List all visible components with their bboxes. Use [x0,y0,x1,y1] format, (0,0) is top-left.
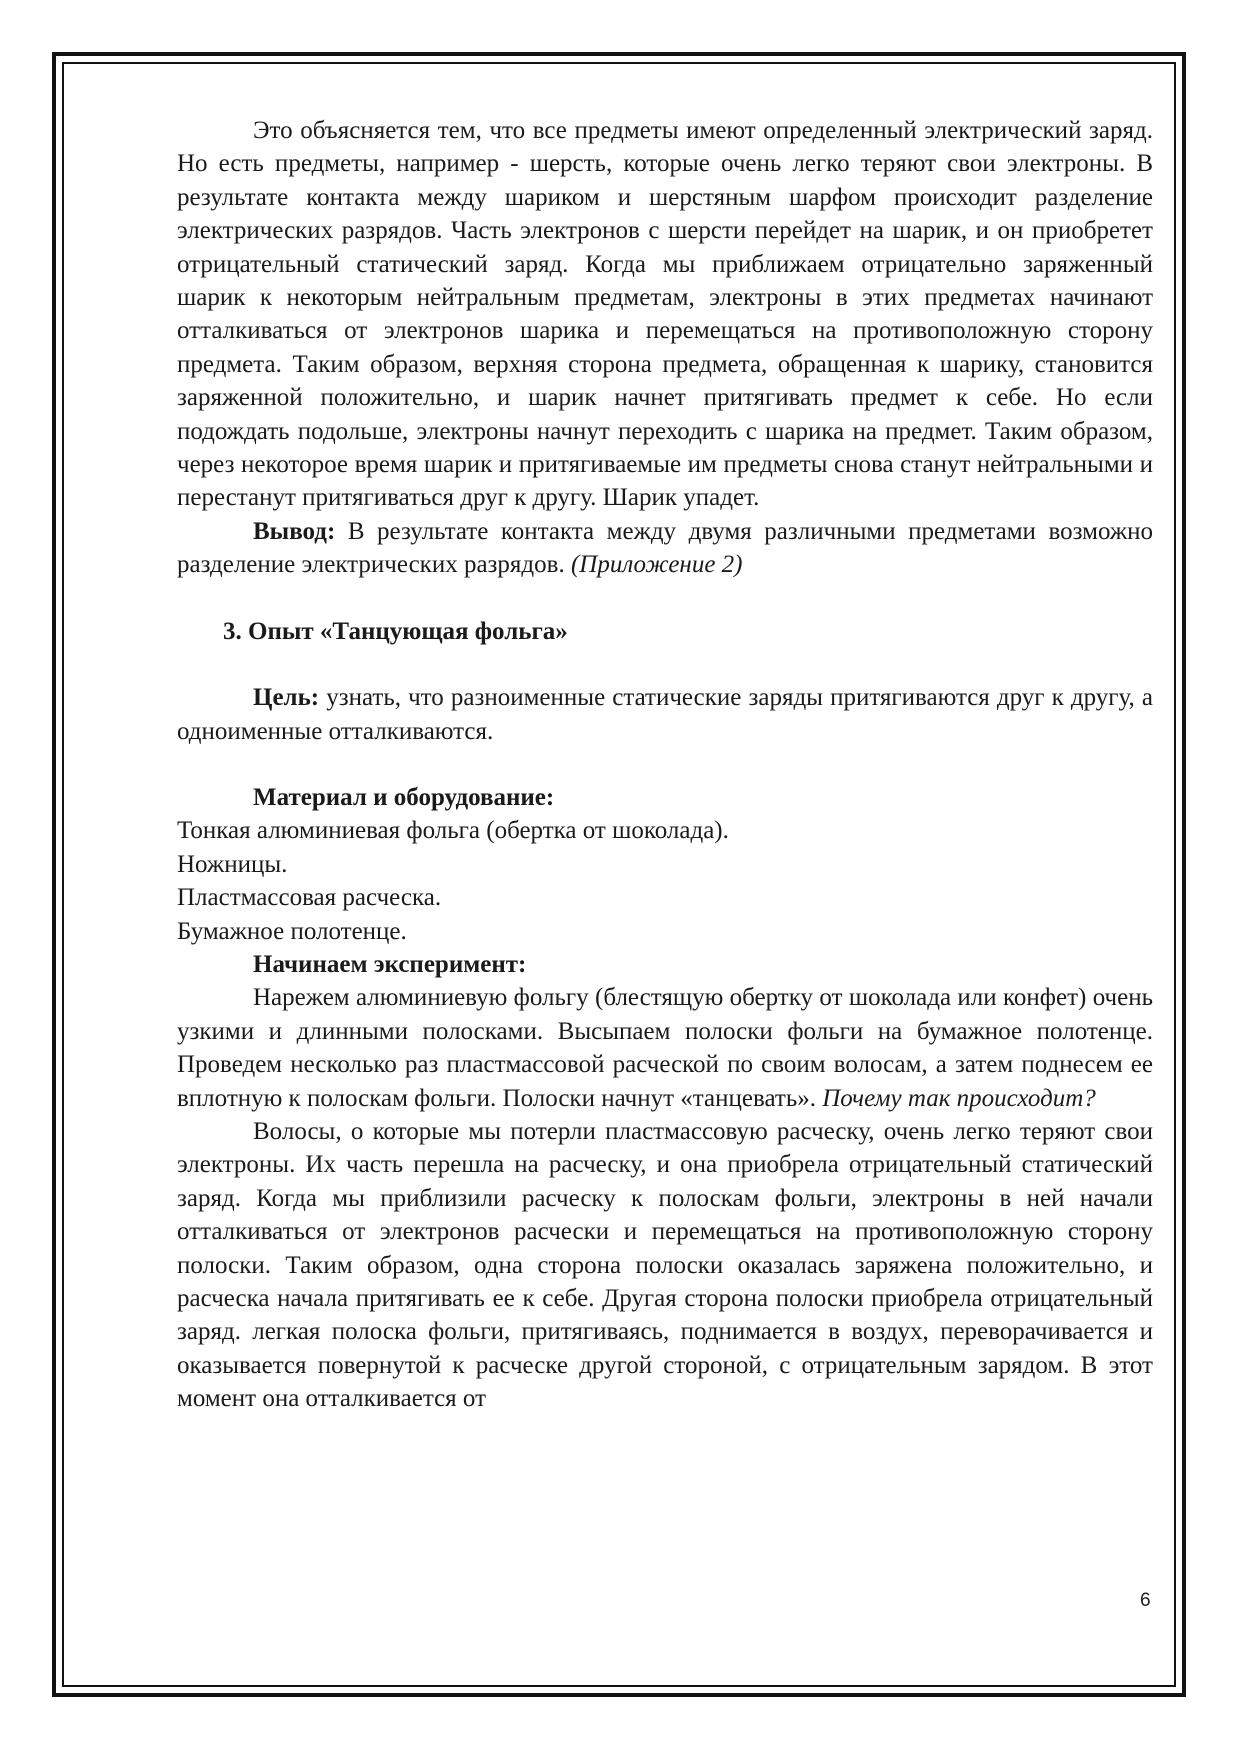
experiment-text: Нарежем алюминиевую фольгу (блестящую обертку от шоколада или конфет) очень узкими и длинными полосками. Высыпаем полоски фольги на бумажное полотенце. Проведем несколько раз пластмассовой расческой по своим волосам, а затем поднесем ее вплотную к полоскам фольги. Полоски начнут «танцевать». [177,984,1153,1112]
appendix-reference: (Приложение 2) [570,551,743,579]
goal-paragraph [177,681,1153,748]
spacer [177,648,1153,681]
experiment-title: Начинаем эксперимент: [253,950,527,978]
section-heading: 3. Опыт «Танцующая фольга» [223,617,568,645]
experiment-paragraph [177,981,1153,1115]
conclusion-text: В результате контакта между двумя различными предметами возможно разделение электрических разрядов. [177,517,1153,579]
spacer [177,748,1153,781]
goal-label: Цель: [253,684,320,712]
document-body [177,114,1153,1416]
materials-title: Материал и оборудование: [253,783,555,811]
spacer [177,582,1153,615]
materials-item: Пластмассовая расческа. [177,884,442,912]
page-number: 6 [1140,1590,1151,1611]
experiment-question: Почему так происходит? [822,1084,1096,1112]
conclusion-label: Вывод: [253,517,336,545]
explanation-paragraph: Волосы, о которые мы потерли пластмассовую расческу, очень легко теряют свои электроны. Их часть перешла на расческу, и она приобрела отрицательный статический заряд. Когда мы приблизили расческу к полоскам фольги, электроны в ней начали отталкиваться от электронов расчески и перемещаться на противоположную сторону полоски. Таким образом, одна сторона полоски оказалась заряжена положительно, и расческа начала притягивать ее к себе. Другая сторона полоски приобрела отрицательный заряд. легкая полоска фольги, притягиваясь, поднимается в воздух, переворачивается и оказывается повернутой к расческе другой стороной, с отрицательным зарядом. В этот момент она отталкивается от [177,1117,1153,1413]
materials-item: Бумажное полотенце. [177,917,407,945]
conclusion-paragraph [177,515,1153,582]
materials-item: Ножницы. [177,850,288,878]
paragraph-explanation-balloon: Это объясняется тем, что все предметы имеют определенный электрический заряд. Но есть предметы, например - шерсть, которые очень легко теряют свои электроны. В результате контакта между шариком и шерстяным шарфом происходит разделение электрических разрядов. Часть электронов с шерсти перейдет на шарик, и он приобретет отрицательный статический заряд. Когда мы приближаем отрицательно заряженный шарик к некоторым нейтральным предметам, электроны в этих предметах начинают отталкиваться от электронов шарика и перемещаться на противоположную сторону предмета. Таким образом, верхняя сторона предмета, обращенная к шарику, становится заряженной положительно, и шарик начнет притягивать предмет к себе. Но если подождать подольше, электроны начнут переходить с шарика на предмет. Таким образом, через некоторое время шарик и притягиваемые им предметы снова станут нейтральными и перестанут притягиваться друг к другу. Шарик упадет. [177,117,1153,512]
materials-item: Тонкая алюминиевая фольга (обертка от шоколада). [177,817,729,845]
goal-text: узнать, что разноименные статические заряды притягиваются друг к другу, а одноименные отталкиваются. [177,684,1153,745]
